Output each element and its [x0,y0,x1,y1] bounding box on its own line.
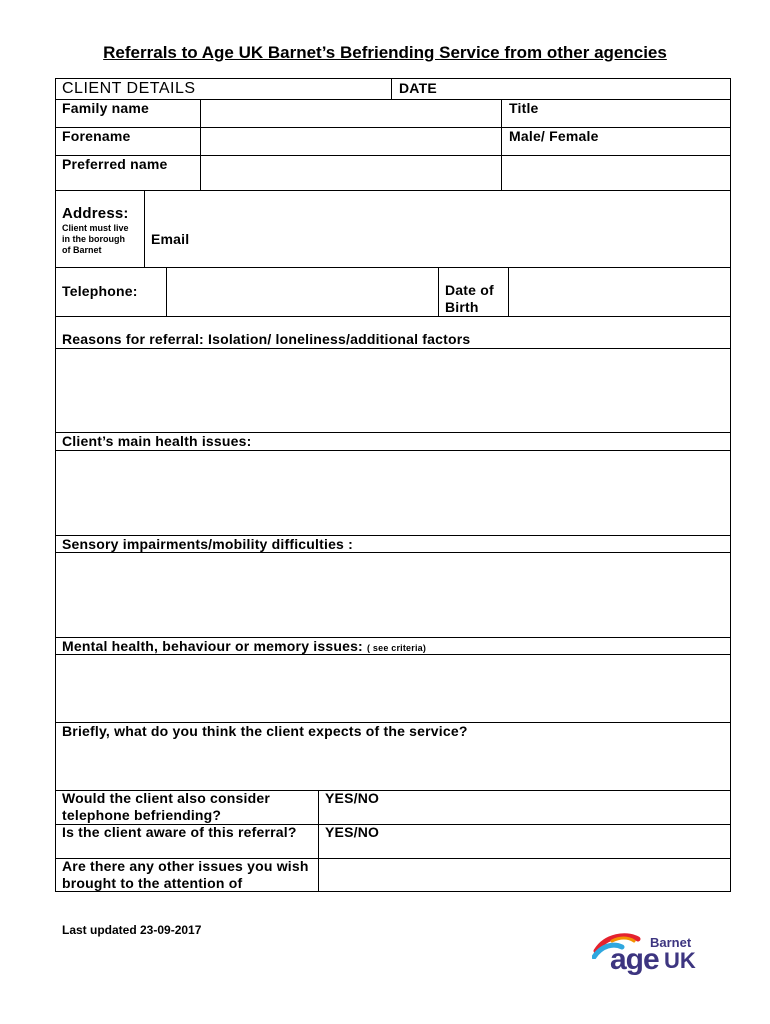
reasons-field[interactable] [55,348,731,433]
reasons-label: Reasons for referral: Isolation/ loneliness/additional factors [62,331,471,347]
sensory-field[interactable] [55,552,731,638]
logo-age: age [610,943,659,976]
dob-field[interactable] [508,267,731,317]
sensory-label: Sensory impairments/mobility difficulties : [62,536,353,552]
dob-label: Date of Birth [445,282,494,315]
telephone-field[interactable] [166,267,439,317]
preferred-name-extra-cell[interactable] [501,155,731,191]
forename-label: Forename [62,128,131,144]
family-name-field[interactable] [200,99,502,128]
mental-label [62,638,426,657]
family-name-label: Family name [62,100,150,116]
mental-field[interactable] [55,654,731,723]
date-label: DATE [399,80,437,96]
title-label: Title [509,100,539,116]
last-updated: Last updated 23-09-2017 [62,923,202,937]
a3-field[interactable] [318,858,731,892]
a1-field[interactable] [318,790,731,825]
mental-criteria-note: ( see criteria) [367,643,427,653]
health-label: Client’s main health issues: [62,433,252,449]
q2-label: Is the client aware of this referral? [62,824,297,840]
mental-label-text: Mental health, behaviour or memory issues: [62,638,363,654]
address-note: Client must live in the borough of Barnet [62,223,129,255]
age-uk-barnet-logo [592,929,702,977]
address-email-field[interactable] [144,190,731,268]
preferred-name-label: Preferred name [62,156,168,172]
address-label: Address: [62,205,129,222]
health-field[interactable] [55,450,731,536]
preferred-name-field[interactable] [200,155,502,191]
a1-label: YES/NO [325,790,380,806]
q3-label: Are there any other issues you wish brought to the attention of [62,858,309,891]
q1-label: Would the client also consider telephone befriending? [62,790,270,823]
logo-uk: UK [664,948,696,973]
gender-label: Male/ Female [509,128,599,144]
logo-brand: Barnet [650,935,692,950]
forename-field[interactable] [200,127,502,156]
date-header-cell[interactable] [391,78,731,100]
telephone-label: Telephone: [62,283,138,299]
expects-label: Briefly, what do you think the client expects of the service? [62,723,468,739]
page-title: Referrals to Age UK Barnet’s Befriending Service from other agencies [103,43,667,62]
a2-field[interactable] [318,824,731,859]
a2-label: YES/NO [325,824,380,840]
email-label: Email [151,231,190,247]
client-details-heading: CLIENT DETAILS [62,80,196,97]
